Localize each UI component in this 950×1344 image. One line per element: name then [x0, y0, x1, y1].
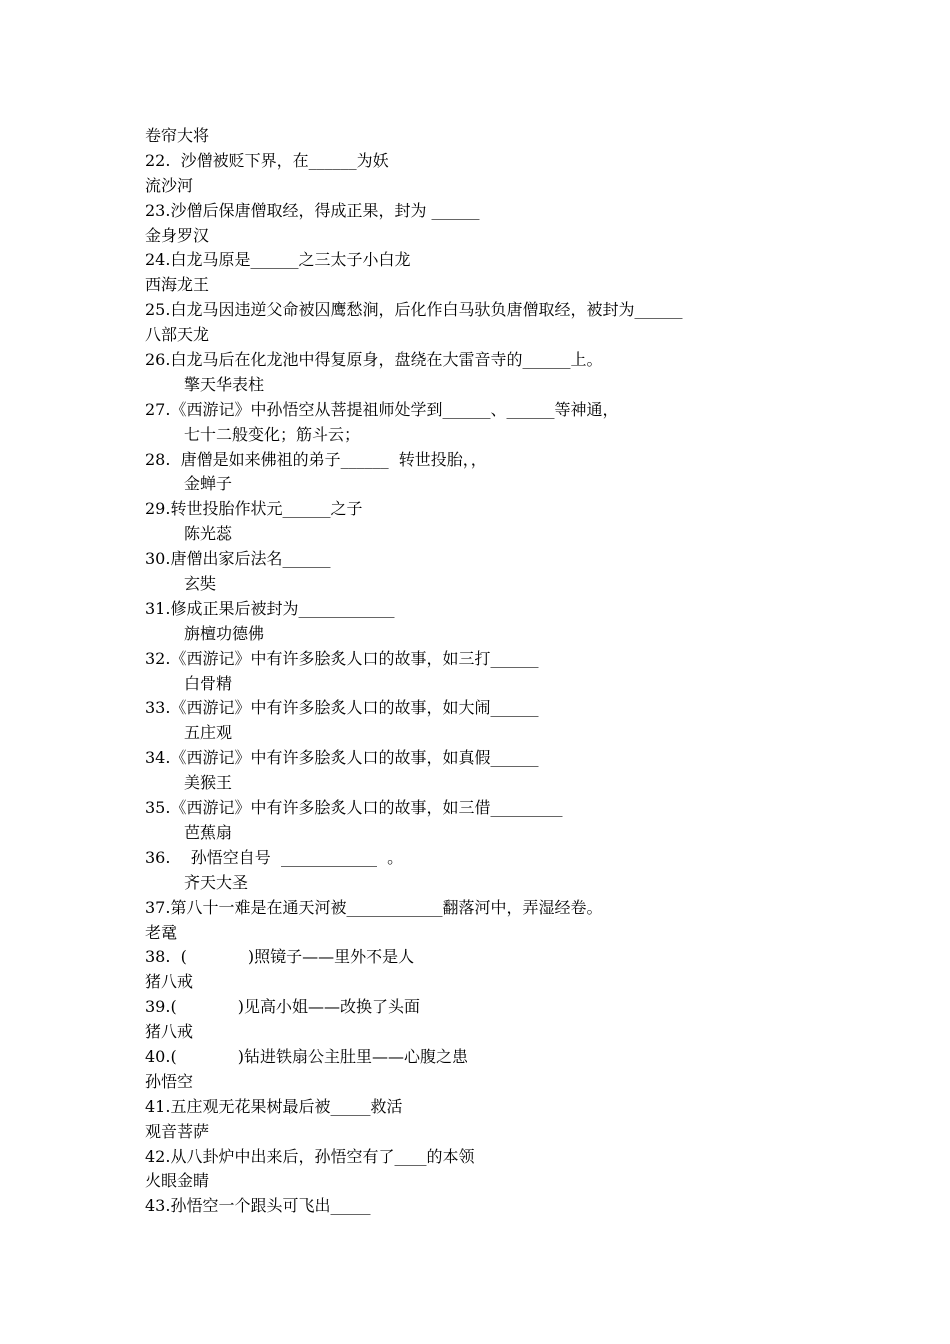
text-line: 35.《西游记》中有许多脍炙人口的故事，如三借_________: [145, 798, 563, 818]
text-line: 43.孙悟空一个跟头可飞出_____: [145, 1196, 371, 1216]
text-line: 28. 唐僧是如来佛祖的弟子______ 转世投胎，，: [145, 449, 487, 469]
text-line: 40.( )钻进铁扇公主肚里——心腹之患: [145, 1046, 468, 1066]
answer-line: 齐天大圣: [184, 872, 249, 892]
answer-line: 美猴王: [184, 773, 233, 793]
text-line: 32.《西游记》中有许多脍炙人口的故事，如三打______: [145, 648, 539, 668]
text-line: 猪八戒: [145, 1022, 194, 1042]
text-line: 八部天龙: [145, 325, 210, 345]
answer-line: 擎天华表柱: [184, 374, 265, 394]
text-line: 36. 孙悟空自号 ____________ 。: [145, 847, 404, 867]
answer-line: 白骨精: [184, 673, 233, 693]
text-line: 23.沙僧后保唐僧取经，得成正果，封为 ______: [145, 200, 480, 220]
answer-line: 旃檀功德佛: [184, 623, 265, 643]
text-line: 27.《西游记》中孙悟空从菩提祖师处学到______、______等神通，: [145, 399, 619, 419]
answer-line: 芭蕉扇: [184, 822, 233, 842]
text-line: 39.( )见高小姐——改换了头面: [145, 997, 420, 1017]
text-line: 观音菩萨: [145, 1121, 210, 1141]
text-line: 金身罗汉: [145, 225, 210, 245]
text-line: 41.五庄观无花果树最后被_____救活: [145, 1096, 403, 1116]
text-line: 25.白龙马因违逆父命被囚鹰愁涧，后化作白马驮负唐僧取经，被封为______: [145, 300, 683, 320]
answer-line: 七十二般变化；筋斗云；: [184, 424, 361, 444]
text-line: 42.从八卦炉中出来后，孙悟空有了____的本领: [145, 1146, 475, 1166]
text-line: 38. ( )照镜子——里外不是人: [145, 947, 415, 967]
text-line: 猪八戒: [145, 972, 194, 992]
text-line: 22. 沙僧被贬下界，在______为妖: [145, 150, 389, 170]
answer-line: 五庄观: [184, 723, 233, 743]
text-line: 31.修成正果后被封为____________: [145, 598, 395, 618]
text-line: 37.第八十一难是在通天河被____________翻落河中，弄湿经卷。: [145, 897, 603, 917]
text-line: 34.《西游记》中有许多脍炙人口的故事，如真假______: [145, 748, 539, 768]
text-line: 30.唐僧出家后法名______: [145, 549, 331, 569]
text-line: 西海龙王: [145, 275, 210, 295]
document-body: [145, 124, 905, 1219]
text-line: 孙悟空: [145, 1071, 194, 1091]
text-line: 24.白龙马原是______之三太子小白龙: [145, 250, 411, 270]
text-line: 26.白龙马后在化龙池中得复原身，盘绕在大雷音寺的______上。: [145, 350, 603, 370]
text-line: 29.转世投胎作状元______之子: [145, 499, 363, 519]
answer-line: 玄奘: [184, 574, 217, 594]
text-line: 33.《西游记》中有许多脍炙人口的故事，如大闹______: [145, 698, 539, 718]
text-line: 老鼋: [145, 922, 178, 942]
text-line: 卷帘大将: [145, 126, 210, 145]
answer-line: 金蝉子: [184, 474, 233, 494]
text-line: 火眼金睛: [145, 1171, 210, 1191]
text-line: 流沙河: [145, 175, 194, 195]
answer-line: 陈光蕊: [184, 524, 233, 544]
